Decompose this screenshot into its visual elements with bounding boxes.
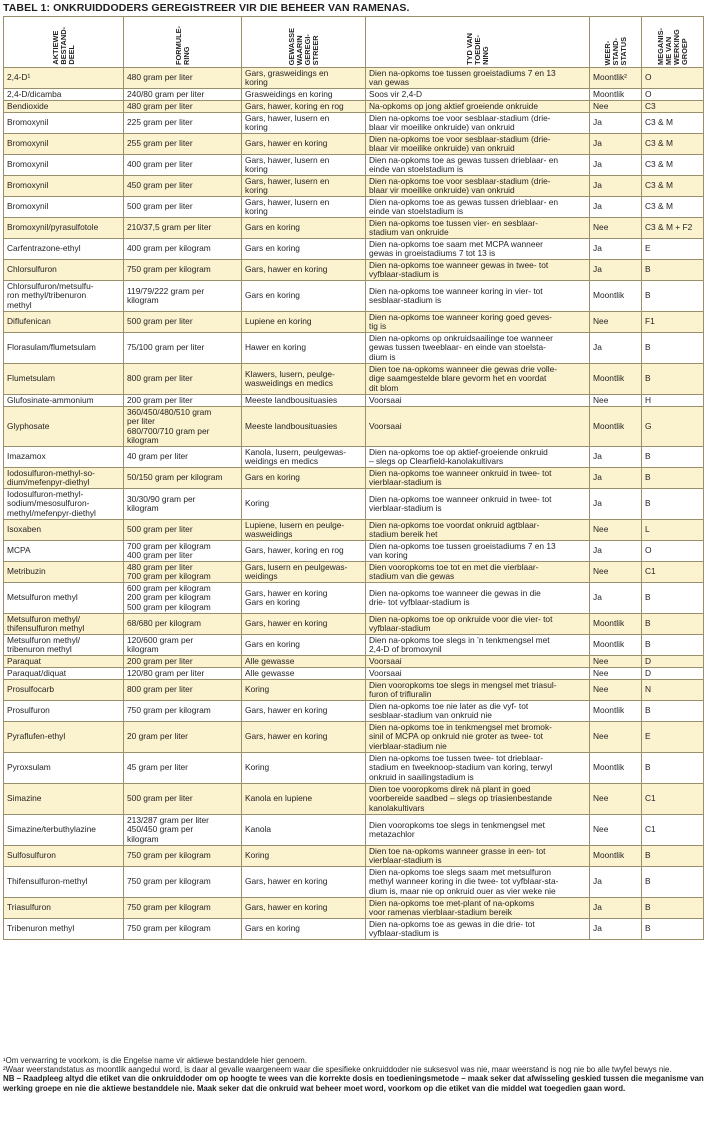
table-row (4, 919, 704, 940)
cell-application-time: Dien vooropkoms toe tot en met die vierblaar- stadium van die gewas (366, 562, 590, 583)
cell-formulation: 40 gram per liter (124, 447, 242, 468)
cell-resistance-status: Ja (590, 155, 642, 176)
header-application-time: TYD VAN TOEDIE- NING (366, 17, 590, 68)
cell-crops: Kanola (242, 815, 366, 846)
cell-resistance-status: Ja (590, 898, 642, 919)
cell-formulation: 500 gram per liter (124, 312, 242, 333)
cell-crops: Gars, hawer en koring (242, 867, 366, 898)
cell-application-time: Dien na-opkoms toe tussen groeistadiums 7 en 13 van koring (366, 541, 590, 562)
cell-crops: Koring (242, 846, 366, 867)
cell-moa-group: C3 & M (642, 113, 704, 134)
cell-crops: Meeste landbousituasies (242, 407, 366, 447)
cell-resistance-status: Ja (590, 447, 642, 468)
cell-formulation: 255 gram per liter (124, 134, 242, 155)
cell-application-time: Dien na-opkoms toe slegs in ’n tenkmengsel met 2,4-D of bromoxynil (366, 635, 590, 656)
cell-active-ingredient: Tribenuron methyl (4, 919, 124, 940)
cell-application-time: Dien na-opkoms toe saam met MCPA wanneer gewas in groeistadiums 7 tot 13 is (366, 239, 590, 260)
cell-formulation: 20 gram per liter (124, 722, 242, 753)
cell-resistance-status: Ja (590, 583, 642, 614)
cell-crops: Gars, grasweidings en koring (242, 68, 366, 89)
cell-formulation: 360/450/480/510 gram per liter 680/700/710 gram per kilogram (124, 407, 242, 447)
table-row (4, 197, 704, 218)
cell-crops: Meeste landbousituasies (242, 395, 366, 407)
header-crops-registered: GEWASSE WAARIN GEREGI- STREER (242, 17, 366, 68)
cell-active-ingredient: Bromoxynil (4, 155, 124, 176)
cell-application-time: Dien na-opkoms toe voordat onkruid agtblaar- stadium bereik het (366, 520, 590, 541)
table-row (4, 364, 704, 395)
header-formulation: FORMULE- RING (124, 17, 242, 68)
cell-crops: Koring (242, 489, 366, 520)
cell-application-time: Dien na-opkoms toe wanneer koring goed geves- tig is (366, 312, 590, 333)
cell-crops: Klawers, lusern, peulge- wasweidings en medics (242, 364, 366, 395)
cell-formulation: 225 gram per liter (124, 113, 242, 134)
cell-application-time: Dien vooropkoms toe slegs in mengsel met triasul- furon of trifluralin (366, 680, 590, 701)
cell-formulation: 480 gram per liter (124, 68, 242, 89)
table-row (4, 784, 704, 815)
cell-active-ingredient: Bromoxynil (4, 176, 124, 197)
table-row (4, 635, 704, 656)
cell-formulation: 800 gram per liter (124, 680, 242, 701)
cell-resistance-status: Moontlik (590, 89, 642, 101)
cell-active-ingredient: Paraquat/diquat (4, 668, 124, 680)
cell-active-ingredient: Metsulfuron methyl/ tribenuron methyl (4, 635, 124, 656)
cell-crops: Koring (242, 753, 366, 784)
cell-formulation: 30/30/90 gram per kilogram (124, 489, 242, 520)
cell-crops: Alle gewasse (242, 668, 366, 680)
cell-resistance-status: Ja (590, 134, 642, 155)
cell-application-time: Dien toe na-opkoms wanneer grasse in een- tot vierblaar-stadium is (366, 846, 590, 867)
cell-active-ingredient: Glyphosate (4, 407, 124, 447)
cell-moa-group: E (642, 722, 704, 753)
cell-application-time: Dien toe na-opkoms wanneer die gewas drie volle- dige saamgestelde blare gevorm het en voordat dit blom (366, 364, 590, 395)
cell-formulation: 700 gram per kilogram 400 gram per liter (124, 541, 242, 562)
footnote-2: ²Waar weerstandstatus as moontlik aangedui word, is daar al gevalle waargeneem waar die spesifieke onkruiddoder nie suksesvol was nie, maar weerstand is nog nie bo alle twyfel bewys nie. (3, 1065, 672, 1075)
cell-moa-group: L (642, 520, 704, 541)
cell-moa-group: B (642, 333, 704, 364)
cell-application-time: Dien na-opkoms toe voor sesblaar-stadium (drie- blaar vir moeilike onkruide) van onkruid (366, 134, 590, 155)
table-row (4, 701, 704, 722)
cell-resistance-status: Nee (590, 101, 642, 113)
cell-application-time: Dien na-opkoms toe wanneer koring in vier- tot sesblaar-stadium is (366, 281, 590, 312)
cell-formulation: 800 gram per liter (124, 364, 242, 395)
cell-application-time: Dien na-opkoms toe wanneer onkruid in twee- tot vierblaar-stadium is (366, 468, 590, 489)
cell-crops: Grasweidings en koring (242, 89, 366, 101)
cell-application-time: Dien na-opkoms toe tussen groeistadiums 7 en 13 van gewas (366, 68, 590, 89)
cell-crops: Lupiene, lusern en peulge- wasweidings (242, 520, 366, 541)
cell-active-ingredient: Prosulfocarb (4, 680, 124, 701)
cell-resistance-status: Ja (590, 197, 642, 218)
cell-resistance-status: Nee (590, 784, 642, 815)
cell-crops: Gars en koring (242, 239, 366, 260)
cell-crops: Gars, hawer en koring Gars en koring (242, 583, 366, 614)
cell-application-time: Dien na-opkoms toe met-plant of na-opkoms voor ramenas vierblaar-stadium bereik (366, 898, 590, 919)
cell-active-ingredient: Paraquat (4, 656, 124, 668)
cell-formulation: 500 gram per liter (124, 784, 242, 815)
cell-crops: Gars en koring (242, 218, 366, 239)
cell-active-ingredient: Iodosulfuron-methyl-so- dium/mefenpyr-diethyl (4, 468, 124, 489)
cell-crops: Gars, lusern en peulgewas- weidings (242, 562, 366, 583)
cell-crops: Gars en koring (242, 635, 366, 656)
cell-active-ingredient: Bendioxide (4, 101, 124, 113)
cell-resistance-status: Moontlik (590, 701, 642, 722)
cell-crops: Kanola en lupiene (242, 784, 366, 815)
cell-moa-group: B (642, 898, 704, 919)
cell-application-time: Dien na-opkoms toe as gewas tussen drieblaar- en einde van stoelstadium is (366, 197, 590, 218)
table-row (4, 867, 704, 898)
cell-active-ingredient: Bromoxynil/pyrasulfotole (4, 218, 124, 239)
cell-resistance-status: Ja (590, 541, 642, 562)
cell-resistance-status: Nee (590, 218, 642, 239)
cell-active-ingredient: Bromoxynil (4, 113, 124, 134)
cell-moa-group: H (642, 395, 704, 407)
cell-moa-group: B (642, 281, 704, 312)
cell-moa-group: B (642, 583, 704, 614)
cell-crops: Gars en koring (242, 468, 366, 489)
cell-formulation: 750 gram per kilogram (124, 898, 242, 919)
cell-active-ingredient: MCPA (4, 541, 124, 562)
cell-formulation: 500 gram per liter (124, 197, 242, 218)
cell-resistance-status: Moontlik (590, 364, 642, 395)
cell-resistance-status: Ja (590, 239, 642, 260)
cell-moa-group: D (642, 668, 704, 680)
header-mode-of-action-group: MEGANIS- ME VAN WERKING GROEP (642, 17, 704, 68)
cell-application-time: Dien na-opkoms toe as gewas in die drie- tot vyfblaar-stadium is (366, 919, 590, 940)
table-row (4, 101, 704, 113)
cell-crops: Gars, hawer en koring (242, 260, 366, 281)
header-resistance-status: WEER- STAND- STATUS (590, 17, 642, 68)
table-row (4, 395, 704, 407)
cell-formulation: 68/680 per kilogram (124, 614, 242, 635)
cell-moa-group: C3 & M (642, 134, 704, 155)
cell-application-time: Voorsaai (366, 407, 590, 447)
cell-active-ingredient: Bromoxynil (4, 134, 124, 155)
cell-application-time: Dien na-opkoms toe wanneer onkruid in twee- tot vierblaar-stadium is (366, 489, 590, 520)
cell-moa-group: C3 (642, 101, 704, 113)
cell-crops: Koring (242, 680, 366, 701)
table-row (4, 668, 704, 680)
table-row (4, 541, 704, 562)
cell-active-ingredient: Iodosulfuron-methyl- sodium/mesosulfuron- methyl/mefenpyr-diethyl (4, 489, 124, 520)
cell-application-time: Dien na-opkoms toe as gewas tussen drieblaar- en einde van stoelstadium is (366, 155, 590, 176)
cell-resistance-status: Nee (590, 722, 642, 753)
cell-application-time: Dien vooropkoms toe slegs in tenkmengsel met metazachlor (366, 815, 590, 846)
cell-moa-group: B (642, 447, 704, 468)
cell-moa-group: O (642, 541, 704, 562)
cell-application-time: Dien na-opkoms toe tussen vier- en sesblaar- stadium van onkruide (366, 218, 590, 239)
cell-moa-group: N (642, 680, 704, 701)
cell-active-ingredient: Flumetsulam (4, 364, 124, 395)
cell-crops: Gars en koring (242, 919, 366, 940)
cell-moa-group: B (642, 867, 704, 898)
cell-application-time: Dien na-opkoms op onkruidsaailinge toe wanneer gewas tussen tweeblaar- en einde van stoelsta- dium is (366, 333, 590, 364)
table-row (4, 656, 704, 668)
cell-moa-group: B (642, 919, 704, 940)
cell-active-ingredient: Simazine/terbuthylazine (4, 815, 124, 846)
cell-resistance-status: Nee (590, 562, 642, 583)
cell-crops: Alle gewasse (242, 656, 366, 668)
cell-formulation: 120/80 gram per liter (124, 668, 242, 680)
table-row (4, 113, 704, 134)
cell-moa-group: B (642, 846, 704, 867)
cell-formulation: 750 gram per kilogram (124, 701, 242, 722)
cell-resistance-status: Moontlik (590, 281, 642, 312)
cell-active-ingredient: Isoxaben (4, 520, 124, 541)
cell-active-ingredient: Florasulam/flumetsulam (4, 333, 124, 364)
cell-active-ingredient: Glufosinate-ammonium (4, 395, 124, 407)
cell-moa-group: G (642, 407, 704, 447)
table-row (4, 407, 704, 447)
table-row (4, 176, 704, 197)
cell-active-ingredient: Chlorsulfuron/metsulfu- ron methyl/tribenuron methyl (4, 281, 124, 312)
cell-resistance-status: Nee (590, 815, 642, 846)
cell-resistance-status: Moontlik (590, 753, 642, 784)
table-row (4, 218, 704, 239)
nb-note: NB – Raadpleeg altyd die etiket van die onkruiddoder om op hoogte te wees van die korrekte dosis en toedieningsmetode – maak seker dat afwisseling geskied tussen die meganisme van werking groepe en nie die aktiewe bestanddele nie. Maak seker dat die onkruid wat beheer moet word, voorkom op die etiket van die middel wat toegedien gaan word. (3, 1074, 704, 1093)
cell-formulation: 750 gram per kilogram (124, 867, 242, 898)
cell-application-time: Dien na-opkoms toe voor sesblaar-stadium (drie- blaar vir moeilike onkruide) van onkruid (366, 176, 590, 197)
cell-formulation: 750 gram per kilogram (124, 260, 242, 281)
cell-resistance-status: Ja (590, 919, 642, 940)
cell-formulation: 213/287 gram per liter 450/450 gram per kilogram (124, 815, 242, 846)
cell-formulation: 750 gram per kilogram (124, 919, 242, 940)
cell-moa-group: C3 & M + F2 (642, 218, 704, 239)
cell-formulation: 400 gram per liter (124, 155, 242, 176)
table-row (4, 722, 704, 753)
cell-moa-group: B (642, 489, 704, 520)
cell-crops: Gars, hawer, lusern en koring (242, 113, 366, 134)
cell-crops: Gars, hawer, lusern en koring (242, 197, 366, 218)
cell-resistance-status: Nee (590, 395, 642, 407)
cell-crops: Lupiene en koring (242, 312, 366, 333)
cell-application-time: Voorsaai (366, 395, 590, 407)
cell-crops: Kanola, lusern, peulgewas- weidings en medics (242, 447, 366, 468)
cell-application-time: Dien na-opkoms toe voor sesblaar-stadium (drie- blaar vir moeilike onkruide) van onkruid (366, 113, 590, 134)
table-body (4, 68, 704, 940)
cell-crops: Hawer en koring (242, 333, 366, 364)
cell-crops: Gars, hawer, lusern en koring (242, 155, 366, 176)
cell-formulation: 119/79/222 gram per kilogram (124, 281, 242, 312)
cell-resistance-status: Ja (590, 867, 642, 898)
cell-resistance-status: Nee (590, 312, 642, 333)
cell-application-time: Soos vir 2,4-D (366, 89, 590, 101)
cell-resistance-status: Ja (590, 113, 642, 134)
cell-active-ingredient: Pyroxsulam (4, 753, 124, 784)
cell-active-ingredient: Triasulfuron (4, 898, 124, 919)
cell-formulation: 480 gram per liter (124, 101, 242, 113)
cell-resistance-status: Nee (590, 520, 642, 541)
cell-moa-group: E (642, 239, 704, 260)
cell-moa-group: B (642, 635, 704, 656)
cell-application-time: Dien toe vooropkoms direk ná plant in goed voorbereide saadbed – slegs op triasienbestande kanolakultivars (366, 784, 590, 815)
cell-formulation: 450 gram per liter (124, 176, 242, 197)
table-row (4, 680, 704, 701)
table-row (4, 815, 704, 846)
cell-moa-group: B (642, 701, 704, 722)
cell-application-time: Voorsaai (366, 656, 590, 668)
cell-crops: Gars, hawer en koring (242, 898, 366, 919)
cell-application-time: Dien na-opkoms toe op aktief-groeiende onkruid – slegs op Clearfield-kanolakultivars (366, 447, 590, 468)
cell-resistance-status: Moontlik (590, 614, 642, 635)
cell-moa-group: F1 (642, 312, 704, 333)
table-row (4, 489, 704, 520)
cell-formulation: 600 gram per kilogram 200 gram per kilogram 500 gram per kilogram (124, 583, 242, 614)
cell-moa-group: C1 (642, 815, 704, 846)
cell-resistance-status: Moontlik² (590, 68, 642, 89)
cell-resistance-status: Nee (590, 668, 642, 680)
cell-formulation: 750 gram per kilogram (124, 846, 242, 867)
herbicide-table (3, 16, 704, 940)
cell-crops: Gars en koring (242, 281, 366, 312)
cell-active-ingredient: Simazine (4, 784, 124, 815)
table-row (4, 155, 704, 176)
cell-resistance-status: Ja (590, 260, 642, 281)
header-active-ingredient: AKTIEWE BESTAND- DEEL (4, 17, 124, 68)
cell-application-time: Voorsaai (366, 668, 590, 680)
cell-active-ingredient: 2,4-D/dicamba (4, 89, 124, 101)
cell-resistance-status: Moontlik (590, 635, 642, 656)
cell-application-time: Dien na-opkoms toe wanneer gewas in twee- tot vyfblaar-stadium is (366, 260, 590, 281)
cell-resistance-status: Ja (590, 489, 642, 520)
cell-crops: Gars, hawer, lusern en koring (242, 176, 366, 197)
cell-moa-group: C1 (642, 562, 704, 583)
cell-crops: Gars, hawer, koring en rog (242, 541, 366, 562)
cell-formulation: 480 gram per liter 700 gram per kilogram (124, 562, 242, 583)
cell-active-ingredient: Thifensulfuron-methyl (4, 867, 124, 898)
cell-moa-group: B (642, 614, 704, 635)
cell-moa-group: C3 & M (642, 197, 704, 218)
table-row (4, 239, 704, 260)
cell-resistance-status: Nee (590, 680, 642, 701)
cell-formulation: 50/150 gram per kilogram (124, 468, 242, 489)
cell-formulation: 45 gram per liter (124, 753, 242, 784)
table-row (4, 846, 704, 867)
table-title: TABEL 1: ONKRUIDDODERS GEREGISTREER VIR DIE BEHEER VAN RAMENAS. (3, 2, 410, 14)
cell-active-ingredient: Carfentrazone-ethyl (4, 239, 124, 260)
cell-active-ingredient: Bromoxynil (4, 197, 124, 218)
table-row (4, 614, 704, 635)
table-header-row (4, 17, 704, 68)
cell-application-time: Dien na-opkoms toe op onkruide voor die vier- tot vyfblaar-stadium (366, 614, 590, 635)
table-row (4, 134, 704, 155)
cell-application-time: Dien na-opkoms toe wanneer die gewas in die drie- tot vyfblaar-stadium is (366, 583, 590, 614)
table-row (4, 68, 704, 89)
cell-active-ingredient: Diflufenican (4, 312, 124, 333)
table-row (4, 281, 704, 312)
cell-crops: Gars, hawer, koring en rog (242, 101, 366, 113)
cell-formulation: 500 gram per liter (124, 520, 242, 541)
cell-moa-group: C1 (642, 784, 704, 815)
table-row (4, 468, 704, 489)
cell-formulation: 75/100 gram per liter (124, 333, 242, 364)
cell-resistance-status: Nee (590, 656, 642, 668)
cell-crops: Gars, hawer en koring (242, 614, 366, 635)
cell-moa-group: D (642, 656, 704, 668)
cell-crops: Gars, hawer en koring (242, 701, 366, 722)
table-row (4, 333, 704, 364)
cell-crops: Gars, hawer en koring (242, 722, 366, 753)
cell-moa-group: O (642, 68, 704, 89)
table-row (4, 898, 704, 919)
cell-application-time: Dien na-opkoms toe in tenkmengsel met bromok- sinil of MCPA op onkruid nie groter as twee- tot vierblaar-stadium nie (366, 722, 590, 753)
cell-moa-group: C3 & M (642, 176, 704, 197)
footnote-1: ¹Om verwarring te voorkom, is die Engelse name vir aktiewe bestanddele hier genoem. (3, 1056, 307, 1065)
cell-moa-group: B (642, 753, 704, 784)
table-row (4, 312, 704, 333)
cell-moa-group: O (642, 89, 704, 101)
cell-application-time: Dien na-opkoms toe nie later as die vyf- tot sesblaar-stadium van onkruid nie (366, 701, 590, 722)
cell-crops: Gars, hawer en koring (242, 134, 366, 155)
cell-moa-group: B (642, 468, 704, 489)
table-row (4, 753, 704, 784)
footnotes (3, 1056, 705, 1093)
cell-formulation: 200 gram per liter (124, 656, 242, 668)
cell-application-time: Na-opkoms op jong aktief groeiende onkruide (366, 101, 590, 113)
table-row (4, 447, 704, 468)
cell-application-time: Dien na-opkoms toe tussen twee- tot drieblaar- stadium en tweeknoop-stadium van koring, terwyl onkruid in saailingstadium is (366, 753, 590, 784)
cell-active-ingredient: Metsulfuron methyl/ thifensulfuron methyl (4, 614, 124, 635)
cell-active-ingredient: 2,4-D¹ (4, 68, 124, 89)
cell-formulation: 210/37,5 gram per liter (124, 218, 242, 239)
table-row (4, 89, 704, 101)
cell-moa-group: C3 & M (642, 155, 704, 176)
cell-active-ingredient: Metsulfuron methyl (4, 583, 124, 614)
cell-active-ingredient: Imazamox (4, 447, 124, 468)
cell-application-time: Dien na-opkoms toe slegs saam met metsulfuron methyl wanneer koring in die twee- tot vyfblaar-sta- dium is, maar nie op onkruid ouer as vier weke nie (366, 867, 590, 898)
cell-active-ingredient: Metribuzin (4, 562, 124, 583)
cell-formulation: 200 gram per liter (124, 395, 242, 407)
table-row (4, 562, 704, 583)
table-row (4, 260, 704, 281)
cell-formulation: 120/600 gram per kilogram (124, 635, 242, 656)
cell-resistance-status: Ja (590, 468, 642, 489)
cell-resistance-status: Ja (590, 333, 642, 364)
cell-active-ingredient: Pyraflufen-ethyl (4, 722, 124, 753)
cell-active-ingredient: Sulfosulfuron (4, 846, 124, 867)
table-row (4, 583, 704, 614)
cell-moa-group: B (642, 260, 704, 281)
cell-resistance-status: Moontlik (590, 407, 642, 447)
cell-formulation: 240/80 gram per liter (124, 89, 242, 101)
cell-resistance-status: Ja (590, 176, 642, 197)
table-row (4, 520, 704, 541)
cell-moa-group: B (642, 364, 704, 395)
cell-resistance-status: Moontlik (590, 846, 642, 867)
cell-active-ingredient: Prosulfuron (4, 701, 124, 722)
cell-active-ingredient: Chlorsulfuron (4, 260, 124, 281)
cell-formulation: 400 gram per kilogram (124, 239, 242, 260)
